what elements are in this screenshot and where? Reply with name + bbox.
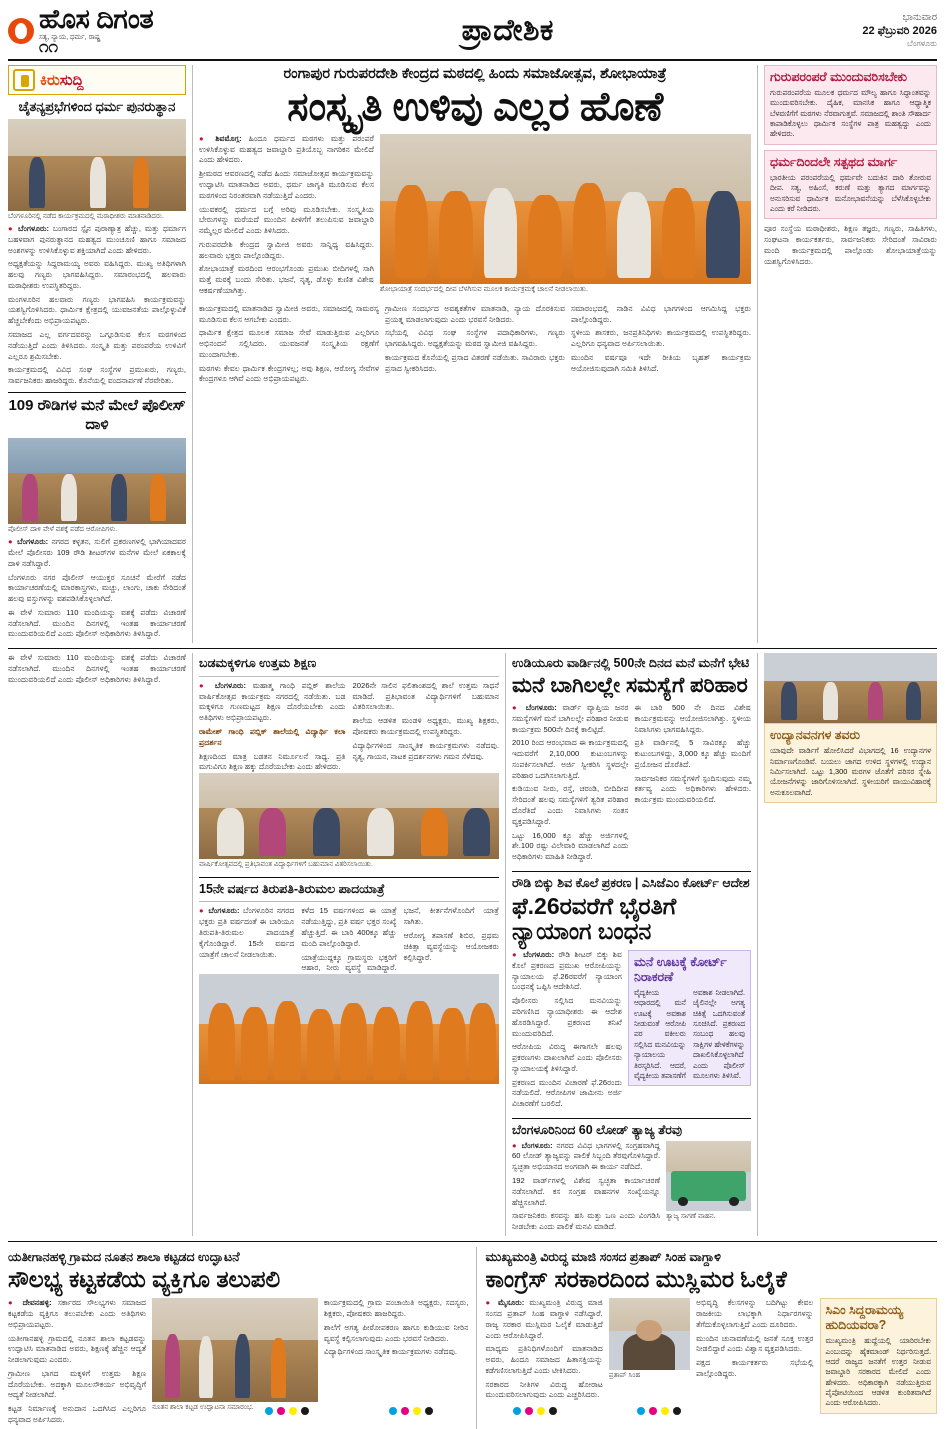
lead-headline: ಸಂಸ್ಕೃತಿ ಉಳಿವು ಎಲ್ಲರ ಹೊಣೆ — [287, 84, 663, 129]
school-photo-caption: ನೂತನ ಶಾಲಾ ಕಟ್ಟಡ ಉದ್ಘಾಟನಾ ಸಮಾರಂಭ. — [152, 1404, 254, 1412]
bottom-left-story — [8, 1247, 468, 1429]
lead-photo-column — [380, 134, 751, 300]
left-story-2-body: ● ಬೆಂಗಳೂರು: ನಗರದ ಕಳ್ಳತನ, ಸುಲಿಗೆ ಪ್ರಕರಣಗಳಲ್ಲಿ ಭಾಗಿಯಾದವರ ಮೇಲೆ ಪೊಲೀಸರು 109 ರೌಡಿ ಶೀಟರ್‌ಗಳ ಮನೆಗಳ ಮೇಲೆ ಏಕಕಾಲಕ್ಕೆ ದಾಳಿ ನಡೆಸಿದ್ದಾರೆ. ಬೆಂಗಳೂರು ನಗರ ಪೊಲೀಸ್ ಆಯುಕ್ತರ ಸೂಚನೆ ಮೇರೆಗೆ ನಡೆದ ಕಾರ್ಯಾಚರಣೆಯಲ್ಲಿ ಮಾರಕಾಸ್ತ್ರಗಳು, ಮಚ್ಚು, ಲಾಂಗು, ಚಾಕು ಸೇರಿದಂತೆ ಹಲವು ವಸ್ತುಗಳನ್ನು ವಶಪಡಿಸಿಕೊಳ್ಳಲಾಗಿದೆ. ಈ ವೇಳೆ ಸುಮಾರು 110 ಮಂದಿಯನ್ನು ವಶಕ್ಕೆ ಪಡೆದು ವಿಚಾರಣೆ ನಡೆಸಲಾಗಿದೆ. ಮುಂದಿನ ದಿನಗಳಲ್ಲಿ ಇಂತಹ ಕಾರ್ಯಾಚರಣೆ ಮುಂದುವರಿಯಲಿದೆ ಎಂದು ಪೊಲೀಸ್ ಅಧಿಕಾರಿಗಳು ತಿಳಿಸಿದ್ದಾರೆ. — [8, 537, 186, 639]
padayatra-dateline: ಬೆಂಗಳೂರು: — [208, 906, 240, 916]
left-story-body: ● ಬೆಂಗಳೂರು: ಬಂಗಾರದ ಸ್ಪೈನ ಪುರಾಣ್ಯಾತ್ರ ಹೆಚ್ಚು, ಮತ್ತು ಧರ್ಮಾಗ ಬಹಳವಾಗ ಪುನರುತ್ಥಾನದ ಮಹತ್ವದ ಮುಂಚೂಣಿ ಹಾಗೂ ಸಮಾಜದ ಅಂಶಗಳನ್ನು ಉಳಿಸಿಕೊಳ್ಳುವ ಶಕ್ತಿಯಾಗಿದೆ ಎಂದು ಹೇಳಿದರು. ಅಧ್ಯಕ್ಷತೆಯನ್ನು ಸಿದ್ದರಾಮಯ್ಯ ಅವರು ವಹಿಸಿದ್ದರು. ಮುಖ್ಯ ಅತಿಥಿಗಳಾಗಿ ಹಲವು ಗಣ್ಯರು ಭಾಗವಹಿಸಿದ್ದರು. ಸಮಾರಂಭದಲ್ಲಿ ಹಲವಾರು ಮಠಾಧೀಶರು ಉಪಸ್ಥಿತರಿದ್ದರು. ಮಂಗಳೂರಿನ ಹಲವಾರು ಗಣ್ಯರು ಭಾಗವಹಿಸಿ ಕಾರ್ಯಕ್ರಮವನ್ನು ಯಶಸ್ವಿಗೊಳಿಸಿದರು. ಧಾರ್ಮಿಕ ಕ್ಷೇತ್ರದಲ್ಲಿ ಯುವಜನತೆಯ ಪಾಲ್ಗೊಳ್ಳುವಿಕೆ ಹೆಚ್ಚಬೇಕೆಂದು ಅಭಿಪ್ರಾಯಪಟ್ಟರು. ಸಮಾಜದ ಎಲ್ಲ ವರ್ಗದವರನ್ನು ಒಗ್ಗೂಡಿಸುವ ಕೆಲಸ ಮಠಗಳಿಂದ ನಡೆಯುತ್ತಿದೆ ಎಂದು ತಿಳಿಸಿದರು. ಸಂಸ್ಕೃತಿ ಮತ್ತು ಪರಂಪರೆಯ ಉಳಿವಿಗೆ ಎಲ್ಲರೂ ಶ್ರಮಿಸಬೇಕು. ಕಾರ್ಯಕ್ರಮದಲ್ಲಿ ವಿವಿಧ ಸಂಘ ಸಂಸ್ಥೆಗಳ ಪ್ರಮುಖರು, ಗಣ್ಯರು, ಸಾರ್ವಜನಿಕರು ಹಾಜರಿದ್ದರು. ಕೊನೆಯಲ್ಲಿ ವಂದನಾರ್ಪಣೆ ನೆರವೇರಿತು. — [8, 224, 186, 386]
education-pull-quote: ರಾಮೇಶ್ ಗಾಂಧಿ ಪಬ್ಲಿಕ್ ಶಾಲೆಯಲ್ಲಿ ವಿದ್ಯಾರ್ಥಿ ಕಲಾ ಪ್ರದರ್ಶನ — [199, 726, 346, 747]
school-headline: ಸೌಲಭ್ಯ ಕಟ್ಟಕಡೆಯ ವ್ಯಕ್ತಿಗೂ ತಲುಪಲಿ — [8, 1266, 281, 1293]
left-story-2-dateline: ಬೆಂಗಳೂರು: — [17, 537, 49, 547]
rail-box-1-title: ಗುರುಪರಂಪರೆ ಮುಂದುವರಿಸಬೇಕು — [770, 70, 908, 84]
ward-col-1: ● ಬೆಂಗಳೂರು: ವಾರ್ಡ್ ವ್ಯಾಪ್ತಿಯ ಜನರ ಸಮಸ್ಯೆಗಳಿಗೆ ಮನೆ ಬಾಗಿಲಲ್ಲೇ ಪರಿಹಾರ ನೀಡುವ ಕಾರ್ಯಕ್ರಮ 500ನೇ ದಿನಕ್ಕೆ ಕಾಲಿಟ್ಟಿದೆ. 2010 ರಿಂದ ಆರಂಭವಾದ ಈ ಕಾರ್ಯಕ್ರಮದಲ್ಲಿ ಇದುವರೆಗೆ 2,10,000 ಕುಟುಂಬಗಳನ್ನು ಸಂಪರ್ಕಿಸಲಾಗಿದೆ. ಅರ್ಜಿ ಸ್ವೀಕರಿಸಿ ಸ್ಥಳದಲ್ಲೇ ಪರಿಹಾರ ಒದಗಿಸಲಾಗುತ್ತಿದೆ. ಕುಡಿಯುವ ನೀರು, ರಸ್ತೆ, ಚರಂಡಿ, ಬೀದಿದೀಪ ಸೇರಿದಂತೆ ಹಲವು ಸಮಸ್ಯೆಗಳಿಗೆ ತ್ವರಿತ ಪರಿಹಾರ ದೊರೆತಿದೆ ಎಂದು ನಿವಾಸಿಗಳು ಸಂತಸ ವ್ಯಕ್ತಪಡಿಸಿದ್ದಾರೆ. ಒಟ್ಟು 16,000 ಕ್ಕೂ ಹೆಚ್ಚು ಅರ್ಜಿಗಳಲ್ಲಿ ಶೇ.100 ರಷ್ಟು ವಿಲೇವಾರಿ ಮಾಡಲಾಗಿದೆ ಎಂದು ಅಧಿಕಾರಿಗಳು ಮಾಹಿತಿ ನೀಡಿದ್ದಾರೆ. — [512, 702, 629, 862]
politics-portrait-caption: ಪ್ರತಾಪ್ ಸಿಂಹ — [608, 1372, 641, 1380]
rail-box-guruparampare — [764, 65, 937, 145]
lead-kicker: ರಂಗಾಪುರ ಗುರುಪರದೇಶಿ ಕೇಂದ್ರದ ಮಠದಲ್ಲಿ ಹಿಂದು ಸಮಾಜೋತ್ಸವ, ಶೋಭಾಯಾತ್ರೆ — [283, 66, 667, 82]
education-body: ● ಬೆಂಗಳೂರು: ಮಹಾತ್ಮ ಗಾಂಧಿ ಪಬ್ಲಿಕ್ ಶಾಲೆಯ ವಾರ್ಷಿಕೋತ್ಸವ ಕಾರ್ಯಕ್ರಮ ನಗರದಲ್ಲಿ ನಡೆಯಿತು. ಬಡ ಮಕ್ಕಳಿಗೂ ಗುಣಮಟ್ಟದ ಶಿಕ್ಷಣ ದೊರೆಯಬೇಕು ಎಂದು ಅತಿಥಿಗಳು ಅಭಿಪ್ರಾಯಪಟ್ಟರು. ರಾಮೇಶ್ ಗಾಂಧಿ ಪಬ್ಲಿಕ್ ಶಾಲೆಯಲ್ಲಿ ವಿದ್ಯಾರ್ಥಿ ಕಲಾ ಪ್ರದರ್ಶನ ಶಿಕ್ಷಣದಿಂದ ಮಾತ್ರ ಬಡತನ ನಿರ್ಮೂಲನೆ ಸಾಧ್ಯ. ಪ್ರತಿ ಮಗುವಿಗೂ ಶಿಕ್ಷಣ ಹಕ್ಕು ದೊರೆಯಬೇಕು ಎಂದು ಹೇಳಿದರು. 2026ನೇ ಸಾಲಿನ ಫಲಿತಾಂಶದಲ್ಲಿ ಶಾಲೆ ಉತ್ತಮ ಸಾಧನೆ ಮಾಡಿದೆ. ಪ್ರತಿಭಾವಂತ ವಿದ್ಯಾರ್ಥಿಗಳಿಗೆ ಬಹುಮಾನ ವಿತರಿಸಲಾಯಿತು. ಶಾಲೆಯ ಆಡಳಿತ ಮಂಡಳಿ ಅಧ್ಯಕ್ಷರು, ಮುಖ್ಯ ಶಿಕ್ಷಕರು, ಪೋಷಕರು ಕಾರ್ಯಕ್ರಮದಲ್ಲಿ ಉಪಸ್ಥಿತರಿದ್ದರು. ವಿದ್ಯಾರ್ಥಿಗಳಿಂದ ಸಾಂಸ್ಕೃತಿಕ ಕಾರ್ಯಕ್ರಮಗಳು ನಡೆದವು. ನೃತ್ಯ, ಗಾಯನ, ನಾಟಕ ಪ್ರದರ್ಶನಗಳು ಗಮನ ಸೆಳೆದವು. — [199, 680, 499, 772]
registration-dot-group-3 — [513, 1407, 557, 1415]
court-sidebar — [628, 950, 751, 1113]
school-photo — [152, 1298, 318, 1402]
flame-logo-icon — [8, 18, 34, 44]
waste-headline: ಬೆಂಗಳೂರಿನಿಂದ 60 ಲೋಡ್ ತ್ಯಾಜ್ಯ ತೆರವು — [512, 1122, 683, 1137]
politics-portrait-wrap — [609, 1298, 690, 1419]
registration-dot-group-4 — [637, 1407, 681, 1415]
divider-major-2 — [8, 1241, 937, 1242]
center-column — [192, 65, 751, 643]
left-story-2-headline: 109 ರೌಡಿಗಳ ಮನೆ ಮೇಲೆ ಪೊಲೀಸ್ ದಾಳಿ — [8, 396, 186, 433]
violet-box-text: ವೈದ್ಯಕೀಯ ಆಧಾರದಲ್ಲಿ ಮನೆ ಊಟಕ್ಕೆ ಅವಕಾಶ ನೀಡುವಂತೆ ಆರೋಪಿ ಪರ ವಕೀಲರು ಸಲ್ಲಿಸಿದ ಮನವಿಯನ್ನು ನ್ಯಾಯಾಲಯ ತಿರಸ್ಕರಿಸಿದೆ. ಆದರೆ, ವೈದ್ಯಕೀಯ ತಪಾಸಣೆಗೆ ಅವಕಾಶ ನೀಡಲಾಗಿದೆ. ಜೈಲಿನಲ್ಲೇ ಅಗತ್ಯ ಚಿಕಿತ್ಸೆ ಒದಗಿಸುವಂತೆ ಸೂಚಿಸಿದೆ. ಪ್ರಕರಣದ ಸಂಬಂಧ ಹಲವು ಸಾಕ್ಷಿಗಳ ಹೇಳಿಕೆಗಳನ್ನು ದಾಖಲಿಸಿಕೊಳ್ಳಲಾಗಿದೆ ಎಂದು ಪೊಲೀಸ್ ಮೂಲಗಳು ತಿಳಿಸಿವೆ. — [633, 988, 745, 1080]
politics-portrait — [609, 1298, 690, 1370]
left-continued-text: ಈ ವೇಳೆ ಸುಮಾರು 110 ಮಂದಿಯನ್ನು ವಶಕ್ಕೆ ಪಡೆದು ವಿಚಾರಣೆ ನಡೆಸಲಾಗಿದೆ. ಮುಂದಿನ ದಿನಗಳಲ್ಲಿ ಇಂತಹ ಕಾರ್ಯಾಚರಣೆ ಮುಂದುವರಿಯಲಿದೆ ಎಂದು ಪೊಲೀಸ್ ಅಧಿಕಾರಿಗಳು ತಿಳಿಸಿದ್ದಾರೆ. — [8, 653, 186, 684]
left-photo-2-caption: ಪೊಲೀಸ್ ದಾಳಿ ವೇಳೆ ವಶಕ್ಕೆ ಪಡೆದ ಆರೋಪಿಗಳು. — [8, 526, 118, 534]
divider-major-1 — [8, 648, 937, 649]
kiru-sudhi-banner — [8, 65, 186, 95]
top-zone — [8, 65, 937, 643]
politics-headline: ಕಾಂಗ್ರೆಸ್ ಸರಕಾರದಿಂದ ಮುಸ್ಲಿಮರ ಓಲೈಕೆ — [485, 1266, 787, 1293]
registration-marks — [0, 1407, 945, 1415]
education-dateline: ಬೆಂಗಳೂರು: — [214, 680, 247, 690]
parks-box-text: ಯಾವುದೇ ವಾರ್ಡಿಗೆ ಹೋಲಿಸಿದರೆ ವಿಭಾಗದಲ್ಲಿ 16 ಉದ್ಯಾನಗಳ ನಿರ್ಮಾಣಗೊಂಡಿವೆ. ಬಯಲು ಜಾಗದ ಉಳಿದ ಸ್ಥಳಗಳಲ್ಲಿ ಉದ್ಯಾನ ನಿರ್ಮಿಸಲಾಗಿದೆ. ಒಟ್ಟು 1,300 ಮರಗಳ ಜೊತೆಗೆ ಪರಿಸರ ಸ್ನೇಹಿ ಯೋಜನೆಗಳನ್ನು ಜಾರಿಗೊಳಿಸಲಾಗಿದೆ. ಸ್ಥಳೀಯರಿಗೆ ವಾಯುವಿಹಾರಕ್ಕೆ ಅನುಕೂಲವಾಗಿದೆ. — [770, 746, 931, 797]
lead-photo — [380, 134, 751, 284]
court-headline: ಫೆ.26ರವರೆಗೆ ಭೈರತಿಗೆ ನ್ಯಾಯಾಂಗ ಬಂಧನ — [512, 892, 677, 945]
school-col-1: ● ದೇವನಹಳ್ಳಿ: ಸರ್ಕಾರದ ಸೌಲಭ್ಯಗಳು ಸಮಾಜದ ಕಟ್ಟಕಡೆಯ ವ್ಯಕ್ತಿಗೂ ತಲುಪಬೇಕು ಎಂದು ಅತಿಥಿಗಳು ಅಭಿಪ್ರಾಯಪಟ್ಟರು. ಯತೀಗಾನಹಳ್ಳಿ ಗ್ರಾಮದಲ್ಲಿ ನೂತನ ಶಾಲಾ ಕಟ್ಟಡವನ್ನು ಉದ್ಘಾಟಿಸಿ ಮಾತನಾಡಿದ ಅವರು, ಶಿಕ್ಷಣಕ್ಕೆ ಹೆಚ್ಚಿನ ಆದ್ಯತೆ ನೀಡಲಾಗುವುದು ಎಂದರು. ಗ್ರಾಮೀಣ ಭಾಗದ ಮಕ್ಕಳಿಗೆ ಉತ್ತಮ ಶಿಕ್ಷಣ ದೊರೆಯಬೇಕು. ಅದಕ್ಕಾಗಿ ಮೂಲಸೌಕರ್ಯ ಅಭಿವೃದ್ಧಿಗೆ ಆದ್ಯತೆ ನೀಡಲಾಗಿದೆ. ಕಟ್ಟಡ ನಿರ್ಮಾಣಕ್ಕೆ ಅನುದಾನ ಒದಗಿಸಿದ ಎಲ್ಲರಿಗೂ ಧನ್ಯವಾದ ಅರ್ಪಿಸಿದರು. — [8, 1298, 147, 1425]
weekday-label: ಭಾನುವಾರ — [902, 12, 937, 24]
politics-col-1: ● ಮೈಸೂರು: ಮುಖ್ಯಮಂತ್ರಿ ವಿರುದ್ಧ ಮಾಜಿ ಸಂಸದ ಪ್ರತಾಪ್ ಸಿಂಹ ವಾಗ್ದಾಳಿ ನಡೆಸಿದ್ದಾರೆ. ರಾಜ್ಯ ಸರಕಾರ ಮುಸ್ಲಿಮರ ಓಲೈಕೆ ಮಾಡುತ್ತಿದೆ ಎಂದು ಆರೋಪಿಸಿದ್ದಾರೆ. ಮಾಧ್ಯಮ ಪ್ರತಿನಿಧಿಗಳೊಂದಿಗೆ ಮಾತನಾಡಿದ ಅವರು, ಹಿಂದೂ ಸಮಾಜದ ಹಿತಾಸಕ್ತಿಯನ್ನು ಕಡೆಗಣಿಸಲಾಗುತ್ತಿದೆ ಎಂದು ಟೀಕಿಸಿದರು. ಸರಕಾರದ ನೀತಿಗಳ ವಿರುದ್ಧ ಹೋರಾಟ ಮುಂದುವರಿಸಲಾಗುವುದು ಎಂದು ಎಚ್ಚರಿಸಿದರು. — [485, 1298, 603, 1400]
parks-box-title: ಉದ್ಯಾನವನಗಳ ತವರು — [770, 728, 860, 743]
newspaper-tagline: ಸತ್ಯ, ನ್ಯಾಯ, ಧರ್ಮ, ರಾಷ್ಟ್ರ — [39, 34, 101, 41]
waste-dateline: ಬೆಂಗಳೂರು: — [521, 1140, 553, 1150]
rail-extra-text: ಪೂರ ಸಂಸ್ಥೆಯ ಮಠಾಧೀಶರು, ಶಿಕ್ಷಣ ತಜ್ಞರು, ಗಣ್ಯರು, ಸಾಹಿತಿಗಳು, ಸಂಘಟನಾ ಕಾರ್ಯಕರ್ತರು, ಸಾರ್ವಜನಿಕರು ಸೇರಿದಂತೆ ಸಾವಿರಾರು ಮಂದಿ ಕಾರ್ಯಕ್ರಮದಲ್ಲಿ ಪಾಲ್ಗೊಂಡು ಶೋಭಾಯಾತ್ರೆಯನ್ನು ಯಶಸ್ವಿಗೊಳಿಸಿದರು. — [764, 224, 937, 266]
rail-box-2-title: ಧರ್ಮದಿಂದಲೇ ಸತ್ಪಥದ ಮಾರ್ಗ — [770, 154, 898, 169]
padayatra-photo — [199, 974, 499, 1084]
edition-city-label: ಬೆಂಗಳೂರು — [907, 38, 937, 48]
school-dateline: ದೇವನಹಳ್ಳಿ: — [22, 1298, 52, 1308]
middle-zone — [8, 653, 937, 1236]
lead-col-b: ಗ್ರಾಮೀಣ ಸಂದರ್ಭದ ಅವಶ್ಯಕತೆಗಳ ಮಾತನಾಡಿ, ನ್ಯಾಯ ದೊರಕಿಸುವ ಪ್ರಯತ್ನ ಮಾಡಲಾಗುವುದು ಎಂದು ಭರವಸೆ ನೀಡಿದರು. ಸಭೆಯಲ್ಲಿ ವಿವಿಧ ಸಂಘ ಸಂಸ್ಥೆಗಳ ಪದಾಧಿಕಾರಿಗಳು, ಗಣ್ಯರು ಭಾಗವಹಿಸಿದ್ದರು. ಅಧ್ಯಕ್ಷತೆಯನ್ನು ಮಠದ ಸ್ವಾಮೀಜಿ ವಹಿಸಿದ್ದರು. ಕಾರ್ಯಕ್ರಮದ ಕೊನೆಯಲ್ಲಿ ಪ್ರಸಾದ ವಿತರಣೆ ನಡೆಯಿತು. ಸಾವಿರಾರು ಭಕ್ತರು ಪ್ರಸಾದ ಸ್ವೀಕರಿಸಿದರು. — [385, 303, 565, 373]
rail-box-1-text: ಗುರುಪರಂಪರೆಯ ಮೂಲಕ ಧರ್ಮದ ಮೌಲ್ಯ ಹಾಗೂ ಸಿದ್ಧಾಂತವನ್ನು ಮುಂದುವರಿಸಬೇಕು. ದೈಹಿಕ, ಮಾನಸಿಕ ಹಾಗೂ ಆಧ್ಯಾತ್ಮಿಕ ಬೆಳವಣಿಗೆಗೆ ಮಠಗಳು ನೆರವಾಗುತ್ತವೆ. ಸಮಾಜದಲ್ಲಿ ಶಾಂತಿ ಸೌಹಾರ್ದ ಕಾಪಾಡಿಕೊಳ್ಳಲು ಧಾರ್ಮಿಕ ಸಂಸ್ಥೆಗಳ ಪಾತ್ರ ಮಹತ್ವದ್ದು ಎಂದು ಹೇಳಿದರು. — [770, 88, 931, 139]
education-photo — [199, 773, 499, 859]
lead-lower-columns — [199, 304, 751, 388]
story-education — [199, 653, 499, 1236]
education-headline: ಬಡಮಕ್ಕಳಿಗೂ ಉತ್ತಮ ಶಿಕ್ಷಣ — [199, 656, 317, 671]
padayatra-body: ● ಬೆಂಗಳೂರು: ಬೆಂಗಳೂರಿನ ನಗರದ ಭಕ್ತರು ಪ್ರತಿ ವರ್ಷದಂತೆ ಈ ಬಾರಿಯೂ ತಿರುಪತಿ-ತಿರುಮಲ ಪಾದಯಾತ್ರೆ ಕೈಗೊಂಡಿದ್ದಾರೆ. 15ನೇ ವರ್ಷದ ಯಾತ್ರೆಗೆ ಚಾಲನೆ ನೀಡಲಾಯಿತು. ಕಳೆದ 15 ವರ್ಷಗಳಿಂದ ಈ ಯಾತ್ರೆ ನಡೆಯುತ್ತಿದ್ದು, ಪ್ರತಿ ವರ್ಷ ಭಕ್ತರ ಸಂಖ್ಯೆ ಹೆಚ್ಚುತ್ತಿದೆ. ಈ ಬಾರಿ 400ಕ್ಕೂ ಹೆಚ್ಚು ಮಂದಿ ಪಾಲ್ಗೊಂಡಿದ್ದಾರೆ. ಯಾತ್ರೆಯುದ್ದಕ್ಕೂ ಗ್ರಾಮಸ್ಥರು ಭಕ್ತರಿಗೆ ಆಹಾರ, ನೀರು ವ್ಯವಸ್ಥೆ ಮಾಡಿದ್ದಾರೆ. ಭಜನೆ, ಕೀರ್ತನೆಗಳೊಂದಿಗೆ ಯಾತ್ರೆ ಸಾಗಿತು. ಆರೋಗ್ಯ ತಪಾಸಣೆ ಶಿಬಿರ, ಪ್ರಥಮ ಚಿಕಿತ್ಸಾ ವ್ಯವಸ್ಥೆಯನ್ನು ಆಯೋಜಕರು ಕಲ್ಪಿಸಿದ್ದಾರೆ. — [199, 906, 499, 973]
left-subhead: ಚೈತನ್ಯಪ್ರಭೆಗಳಿಂದ ಧರ್ಮ ಪುನರುತ್ಥಾನ — [18, 99, 176, 114]
politics-box-wrap — [820, 1298, 938, 1419]
left-dateline: ಬೆಂಗಳೂರು: — [17, 224, 50, 233]
cm-box — [820, 1298, 938, 1414]
registration-dot-group-1 — [265, 1407, 309, 1415]
bottom-right-story — [476, 1247, 937, 1429]
left-photo-1-caption: ಬೆಂಗಳೂರಿನಲ್ಲಿ ನಡೆದ ಕಾರ್ಯಕ್ರಮದಲ್ಲಿ ಮಠಾಧೀಶರು ಮಾತನಾಡಿದರು. — [8, 213, 164, 221]
bottom-zone — [8, 1247, 937, 1429]
newspaper-title: ಹೊಸ ದಿಗಂತ — [39, 4, 154, 34]
lead-top-row — [199, 134, 751, 300]
waste-photo — [666, 1141, 751, 1211]
politics-dateline: ಮೈಸೂರು: — [497, 1298, 525, 1308]
ward-col-2: ಈ ಬಾರಿ 500 ನೇ ದಿನದ ವಿಶೇಷ ಕಾರ್ಯಕ್ರಮವನ್ನು ಆಯೋಜಿಸಲಾಗಿತ್ತು. ಸ್ಥಳೀಯ ನಿವಾಸಿಗಳು ಭಾಗವಹಿಸಿದ್ದರು. ಪ್ರತಿ ವಾರ್ಡಿನಲ್ಲಿ 5 ಸಾವಿರಕ್ಕೂ ಹೆಚ್ಚು ಕುಟುಂಬಗಳಿದ್ದು, 3,000 ಕ್ಕೂ ಹೆಚ್ಚು ಮಂದಿಗೆ ಪ್ರಯೋಜನ ದೊರೆತಿದೆ. ಸಾರ್ವಜನಿಕರ ಸಮಸ್ಯೆಗಳಿಗೆ ಸ್ಪಂದಿಸುವುದು ನಮ್ಮ ಕರ್ತವ್ಯ ಎಂದು ಅಧಿಕಾರಿಗಳು ಹೇಳಿದರು. ಕಾರ್ಯಕ್ರಮ ಮುಂದುವರಿಯಲಿದೆ. — [634, 702, 751, 805]
date-label: 22 ಫೆಬ್ರುವರಿ 2026 — [862, 24, 937, 37]
rail-box-2-text: ಭಾರತೀಯ ಪರಂಪರೆಯಲ್ಲಿ ಧರ್ಮವೇ ಬದುಕಿನ ದಾರಿ ತೋರುವ ದೀಪ. ಸತ್ಯ, ಅಹಿಂಸೆ, ಕರುಣೆ ಮತ್ತು ತ್ಯಾಗದ ಮಾರ್ಗವನ್ನು ಅನುಸರಿಸುವ ಧಾರ್ಮಿಕ ಮನೋಭಾವನೆಯನ್ನು ಬೆಳೆಸಿಕೊಳ್ಳಬೇಕು ಎಂದು ಕರೆ ನೀಡಿದರು. — [770, 172, 931, 213]
violet-box-title: ಮನೆ ಊಟಕ್ಕೆ ಕೋರ್ಟ್ ನಿರಾಕರಣೆ — [633, 955, 727, 985]
cm-box-text: ಮುಖ್ಯಮಂತ್ರಿ ಹುದ್ದೆಯಲ್ಲಿ ಯಾರಿರಬೇಕು ಎಂಬುದನ್ನು ಹೈಕಮಾಂಡ್ ನಿರ್ಧರಿಸುತ್ತದೆ. ಆದರೆ ರಾಜ್ಯದ ಜನತೆಗೆ ಉತ್ತರ ನೀಡುವ ಜವಾಬ್ದಾರಿ ಸರಕಾರದ ಮೇಲಿದೆ ಎಂದು ಹೇಳಿದರು. ಅಧಿಕಾರಕ್ಕಾಗಿ ನಡೆಯುತ್ತಿರುವ ಪೈಪೋಟಿಯಿಂದ ಆಡಳಿತ ಕುಂಠಿತವಾಗಿದೆ ಎಂದು ಆರೋಪಿಸಿದರು. — [825, 1336, 931, 1408]
politics-col-2: ಅಭಿವೃದ್ಧಿ ಕೆಲಸಗಳನ್ನು ಬದಿಗಿಟ್ಟು ಕೇವಲ ರಾಜಕೀಯ ಲಾಭಕ್ಕಾಗಿ ನಿರ್ಧಾರಗಳನ್ನು ತೆಗೆದುಕೊಳ್ಳಲಾಗುತ್ತಿದೆ ಎಂದು ದೂರಿದರು. ಮುಂದಿನ ಚುನಾವಣೆಯಲ್ಲಿ ಜನತೆ ಸೂಕ್ತ ಉತ್ತರ ನೀಡಲಿದ್ದಾರೆ ಎಂದು ವಿಶ್ವಾಸ ವ್ಯಕ್ತಪಡಿಸಿದರು. ಪಕ್ಷದ ಕಾರ್ಯಕರ್ತರು ಸಭೆಯಲ್ಲಿ ಪಾಲ್ಗೊಂಡಿದ್ದರು. — [696, 1298, 814, 1378]
lead-dateline: ಶಿವಮೊಗ್ಗ: — [215, 133, 242, 143]
section-title: ಪ್ರಾದೇಶಿಕ — [461, 13, 554, 47]
school-kicker: ಯತೀಗಾನಹಳ್ಳಿ ಗ್ರಾಮದ ನೂತನ ಶಾಲಾ ಕಟ್ಟಡದ ಉದ್ಘಾಟನೆ — [8, 1249, 240, 1264]
cm-box-title: ಸಿಎಂ ಸಿದ್ದರಾಮಯ್ಯ ಹುದಿಯವರಾ? — [825, 1303, 904, 1333]
padayatra-headline: 15ನೇ ವರ್ಷದ ತಿರುಪತಿ-ತಿರುಮಲ ಪಾದಯಾತ್ರೆ — [199, 881, 385, 896]
masthead — [8, 6, 937, 61]
lead-first-column: ● ಶಿವಮೊಗ್ಗ: ಹಿಂದೂ ಧರ್ಮದ ಮಠಗಳು ಮತ್ತು ಪರಂಪರೆ ಉಳಿಸಿಕೊಳ್ಳುವ ಮಹತ್ವದ ಜವಾಬ್ದಾರಿ ಪ್ರತಿಯೊಬ್ಬ ನಾಗರಿಕನ ಮೇಲಿದೆ ಎಂದು ಹೇಳಿದರು. ಶ್ರೀಮಠದ ಆವರಣದಲ್ಲಿ ನಡೆದ ಹಿಂದು ಸಮಾಜೋತ್ಸವ ಕಾರ್ಯಕ್ರಮವನ್ನು ಉದ್ಘಾಟಿಸಿ ಮಾತನಾಡಿದ ಅವರು, ಧರ್ಮ ಜಾಗೃತಿ ಮೂಡಿಸುವ ಕೆಲಸ ಮಠಗಳಿಂದ ನಿರಂತರವಾಗಿ ನಡೆಯುತ್ತಿದೆ ಎಂದರು. ಯುವಕರಲ್ಲಿ ಧರ್ಮದ ಬಗ್ಗೆ ಅರಿವು ಮೂಡಿಸಬೇಕು. ಸಂಸ್ಕೃತಿಯ ಬೇರುಗಳನ್ನು ಮರೆಯದೆ ಮುಂದಿನ ಪೀಳಿಗೆಗೆ ತಲುಪಿಸುವ ಜವಾಬ್ದಾರಿ ನಮ್ಮೆಲ್ಲರ ಮೇಲಿದೆ ಎಂದು ತಿಳಿಸಿದರು. ಗುರುಪರದೇಶಿ ಕೇಂದ್ರದ ಸ್ವಾಮೀಜಿ ಅವರು ಸಾನ್ನಿಧ್ಯ ವಹಿಸಿದ್ದರು. ಹಲವಾರು ಭಕ್ತರು ಪಾಲ್ಗೊಂಡಿದ್ದರು. ಶೋಭಾಯಾತ್ರೆ ಮಠದಿಂದ ಆರಂಭಗೊಂಡು ಪ್ರಮುಖ ಬೀದಿಗಳಲ್ಲಿ ಸಾಗಿ ಮತ್ತೆ ಮಠಕ್ಕೆ ಬಂದು ಸೇರಿತು. ಭಜನೆ, ನೃತ್ಯ, ಡೊಳ್ಳು ಕುಣಿತ ವಿಶೇಷ ಆಕರ್ಷಣೆಯಾಗಿತ್ತು. — [199, 133, 374, 295]
right-rail — [757, 65, 937, 643]
lead-col-a: ಕಾರ್ಯಕ್ರಮದಲ್ಲಿ ಮಾತನಾಡಿದ ಸ್ವಾಮೀಜಿ ಅವರು, ಸಮಾಜದಲ್ಲಿ ಸಾಮರಸ್ಯ ಮೂಡಿಸುವ ಕೆಲಸ ಆಗಬೇಕು ಎಂದರು. ಧಾರ್ಮಿಕ ಕ್ಷೇತ್ರದ ಮೂಲಕ ಸಮಾಜ ಸೇವೆ ಮಾಡುತ್ತಿರುವ ಎಲ್ಲರಿಗೂ ಅಭಿನಂದನೆ ಸಲ್ಲಿಸಿದರು. ಯುವಜನತೆ ಸಂಸ್ಕೃತಿಯ ರಕ್ಷಣೆಗೆ ಮುಂದಾಗಬೇಕು. ಮಠಗಳು ಕೇವಲ ಧಾರ್ಮಿಕ ಕೇಂದ್ರಗಳಲ್ಲ; ಅವು ಶಿಕ್ಷಣ, ಆರೋಗ್ಯ ಸೇವೆಗಳ ಕೇಂದ್ರಗಳೂ ಆಗಿವೆ ಎಂದು ಅಭಿಪ್ರಾಯಪಟ್ಟರು. — [199, 303, 379, 384]
waste-photo-caption: ತ್ಯಾಜ್ಯ ಸಾಗಣೆ ವಾಹನ. — [666, 1212, 716, 1220]
middle-left-spacer — [8, 653, 186, 1236]
divider — [8, 392, 186, 393]
education-photo-caption: ವಾರ್ಷಿಕೋತ್ಸವದಲ್ಲಿ ಪ್ರತಿಭಾವಂತ ವಿದ್ಯಾರ್ಥಿಗಳಿಗೆ ಬಹುಮಾನ ವಿತರಿಸಲಾಯಿತು. — [199, 861, 373, 869]
rail-box-dharma — [764, 150, 937, 219]
newspaper-logo — [8, 6, 153, 55]
court-body: ● ಬೆಂಗಳೂರು: ರೌಡಿ ಶೀಟರ್ ಬಿಕ್ಕು ಶಿವ ಕೊಲೆ ಪ್ರಕರಣದ ಪ್ರಮುಖ ಆರೋಪಿಯನ್ನು ನ್ಯಾಯಾಲಯ ಫೆ.26ರವರೆಗೆ ನ್ಯಾಯಾಂಗ ಬಂಧನಕ್ಕೆ ಒಪ್ಪಿಸಿ ಆದೇಶಿಸಿದೆ. ಪೊಲೀಸರು ಸಲ್ಲಿಸಿದ ಮನವಿಯನ್ನು ಪರಿಗಣಿಸಿದ ನ್ಯಾಯಾಧೀಶರು ಈ ಆದೇಶ ಹೊರಡಿಸಿದ್ದಾರೆ. ಪ್ರಕರಣದ ತನಿಖೆ ಮುಂದುವರಿದಿದೆ. ಆರೋಪಿಯ ವಿರುದ್ಧ ಈಗಾಗಲೇ ಹಲವು ಪ್ರಕರಣಗಳು ದಾಖಲಾಗಿವೆ ಎಂದು ಪೊಲೀಸರು ನ್ಯಾಯಾಲಯಕ್ಕೆ ತಿಳಿಸಿದ್ದಾರೆ. ಪ್ರಕರಣದ ಮುಂದಿನ ವಿಚಾರಣೆ ಫೆ.26ರಂದು ನಡೆಯಲಿದೆ. ಆರೋಪಿಗಳ ಜಾಮೀನು ಅರ್ಜಿ ವಿಚಾರಣೆಗೆ ಬರಲಿದೆ. — [512, 950, 622, 1109]
politics-kicker: ಮುಖ್ಯಮಂತ್ರಿ ವಿರುದ್ಧ ಮಾಜಿ ಸಂಸದ ಪ್ರತಾಪ್ ಸಿಂಹ ವಾಗ್ದಾಳಿ — [485, 1249, 721, 1264]
violet-box — [628, 950, 751, 1086]
date-block — [862, 12, 937, 48]
left-photo-2 — [8, 438, 186, 524]
waste-photo-wrap — [666, 1141, 751, 1236]
middle-center — [192, 653, 751, 1236]
page-number-glyph: ೧೧ — [39, 37, 59, 56]
parks-photo — [764, 653, 937, 723]
court-kicker: ರೌಡಿ ಬಿಕ್ಕು ಶಿವ ಕೊಲೆ ಪ್ರಕರಣ | ಎಸಿಜೆಎಂ ಕೋರ್ಟ್ ಆದೇಶ — [512, 875, 750, 890]
kiru-sudhi-label: ಕಿರುಸುದ್ದಿ — [40, 71, 84, 89]
court-dateline: ಬೆಂಗಳೂರು: — [523, 950, 555, 960]
right-rail-2 — [757, 653, 937, 1236]
school-col-2: ಕಾರ್ಯಕ್ರಮದಲ್ಲಿ ಗ್ರಾಮ ಪಂಚಾಯಿತಿ ಅಧ್ಯಕ್ಷರು, ಸದಸ್ಯರು, ಶಿಕ್ಷಕರು, ಪೋಷಕರು ಹಾಜರಿದ್ದರು. ಶಾಲೆಗೆ ಅಗತ್ಯ ಪೀಠೋಪಕರಣ ಹಾಗೂ ಕುಡಿಯುವ ನೀರಿನ ವ್ಯವಸ್ಥೆ ಕಲ್ಪಿಸಲಾಗುವುದು ಎಂದು ಭರವಸೆ ನೀಡಿದರು. ವಿದ್ಯಾರ್ಥಿಗಳಿಂದ ಸಾಂಸ್ಕೃತಿಕ ಕಾರ್ಯಕ್ರಮಗಳು ನಡೆದವು. — [323, 1298, 469, 1357]
ward-dateline: ಬೆಂಗಳೂರು: — [525, 702, 557, 712]
ward-kicker: ಉಡಿಯೂರು ವಾರ್ಡಿನಲ್ಲಿ 500ನೇ ದಿನದ ಮನೆ ಮನೆಗೆ ಭೇಟಿ — [512, 656, 750, 671]
waste-body: ● ಬೆಂಗಳೂರು: ನಗರದ ವಿವಿಧ ಭಾಗಗಳಲ್ಲಿ ಸಂಗ್ರಹವಾಗಿದ್ದ 60 ಲೋಡ್ ತ್ಯಾಜ್ಯವನ್ನು ಪಾಲಿಕೆ ಸಿಬ್ಬಂದಿ ತೆರವುಗೊಳಿಸಿದ್ದಾರೆ. ಸ್ವಚ್ಛತಾ ಅಭಿಯಾನದ ಅಂಗವಾಗಿ ಈ ಕಾರ್ಯ ನಡೆದಿದೆ. 192 ವಾರ್ಡ್‌ಗಳಲ್ಲಿ ವಿಶೇಷ ಸ್ವಚ್ಛತಾ ಕಾರ್ಯಾಚರಣೆ ನಡೆಸಲಾಗಿದೆ. ಕಸ ಸಂಗ್ರಹ ವಾಹನಗಳ ಸಂಖ್ಯೆಯನ್ನೂ ಹೆಚ್ಚಿಸಲಾಗಿದೆ. ಸಾರ್ವಜನಿಕರು ಕಸವನ್ನು ಹಸಿ ಮತ್ತು ಒಣ ಎಂದು ವಿಂಗಡಿಸಿ ನೀಡಬೇಕು ಎಂದು ಪಾಲಿಕೆ ಮನವಿ ಮಾಡಿದೆ. — [512, 1140, 661, 1232]
story-ward — [505, 653, 751, 1236]
rail-box-parks — [764, 723, 937, 803]
lead-col-c: ಸಮಾರಂಭದಲ್ಲಿ ನಾಡಿನ ವಿವಿಧ ಭಾಗಗಳಿಂದ ಆಗಮಿಸಿದ್ದ ಭಕ್ತರು ಪಾಲ್ಗೊಂಡಿದ್ದರು. ಸ್ಥಳೀಯ ಶಾಸಕರು, ಜನಪ್ರತಿನಿಧಿಗಳು ಕಾರ್ಯಕ್ರಮದಲ್ಲಿ ಉಪಸ್ಥಿತರಿದ್ದರು. ಎಲ್ಲರಿಗೂ ಧನ್ಯವಾದ ಅರ್ಪಿಸಲಾಯಿತು. ಮುಂದಿನ ವರ್ಷವೂ ಇದೇ ರೀತಿಯ ಬೃಹತ್ ಕಾರ್ಯಕ್ರಮ ಆಯೋಜಿಸುವುದಾಗಿ ಸಮಿತಿ ತಿಳಿಸಿದೆ. — [571, 303, 751, 373]
ward-headline: ಮನೆ ಬಾಗಿಲಲ್ಲೇ ಸಮಸ್ಯೆಗೆ ಪರಿಹಾರ — [512, 673, 748, 697]
left-column — [8, 65, 186, 643]
left-photo-1 — [8, 119, 186, 211]
megaphone-icon — [13, 69, 35, 91]
lead-photo-caption: ಶೋಭಾಯಾತ್ರೆ ಸಂದರ್ಭದಲ್ಲಿ ದೀಪ ಬೆಳಗಿಸುವ ಮೂಲಕ ಕಾರ್ಯಕ್ರಮಕ್ಕೆ ಚಾಲನೆ ನೀಡಲಾಯಿತು. — [380, 285, 588, 293]
registration-dot-group-2 — [389, 1407, 433, 1415]
